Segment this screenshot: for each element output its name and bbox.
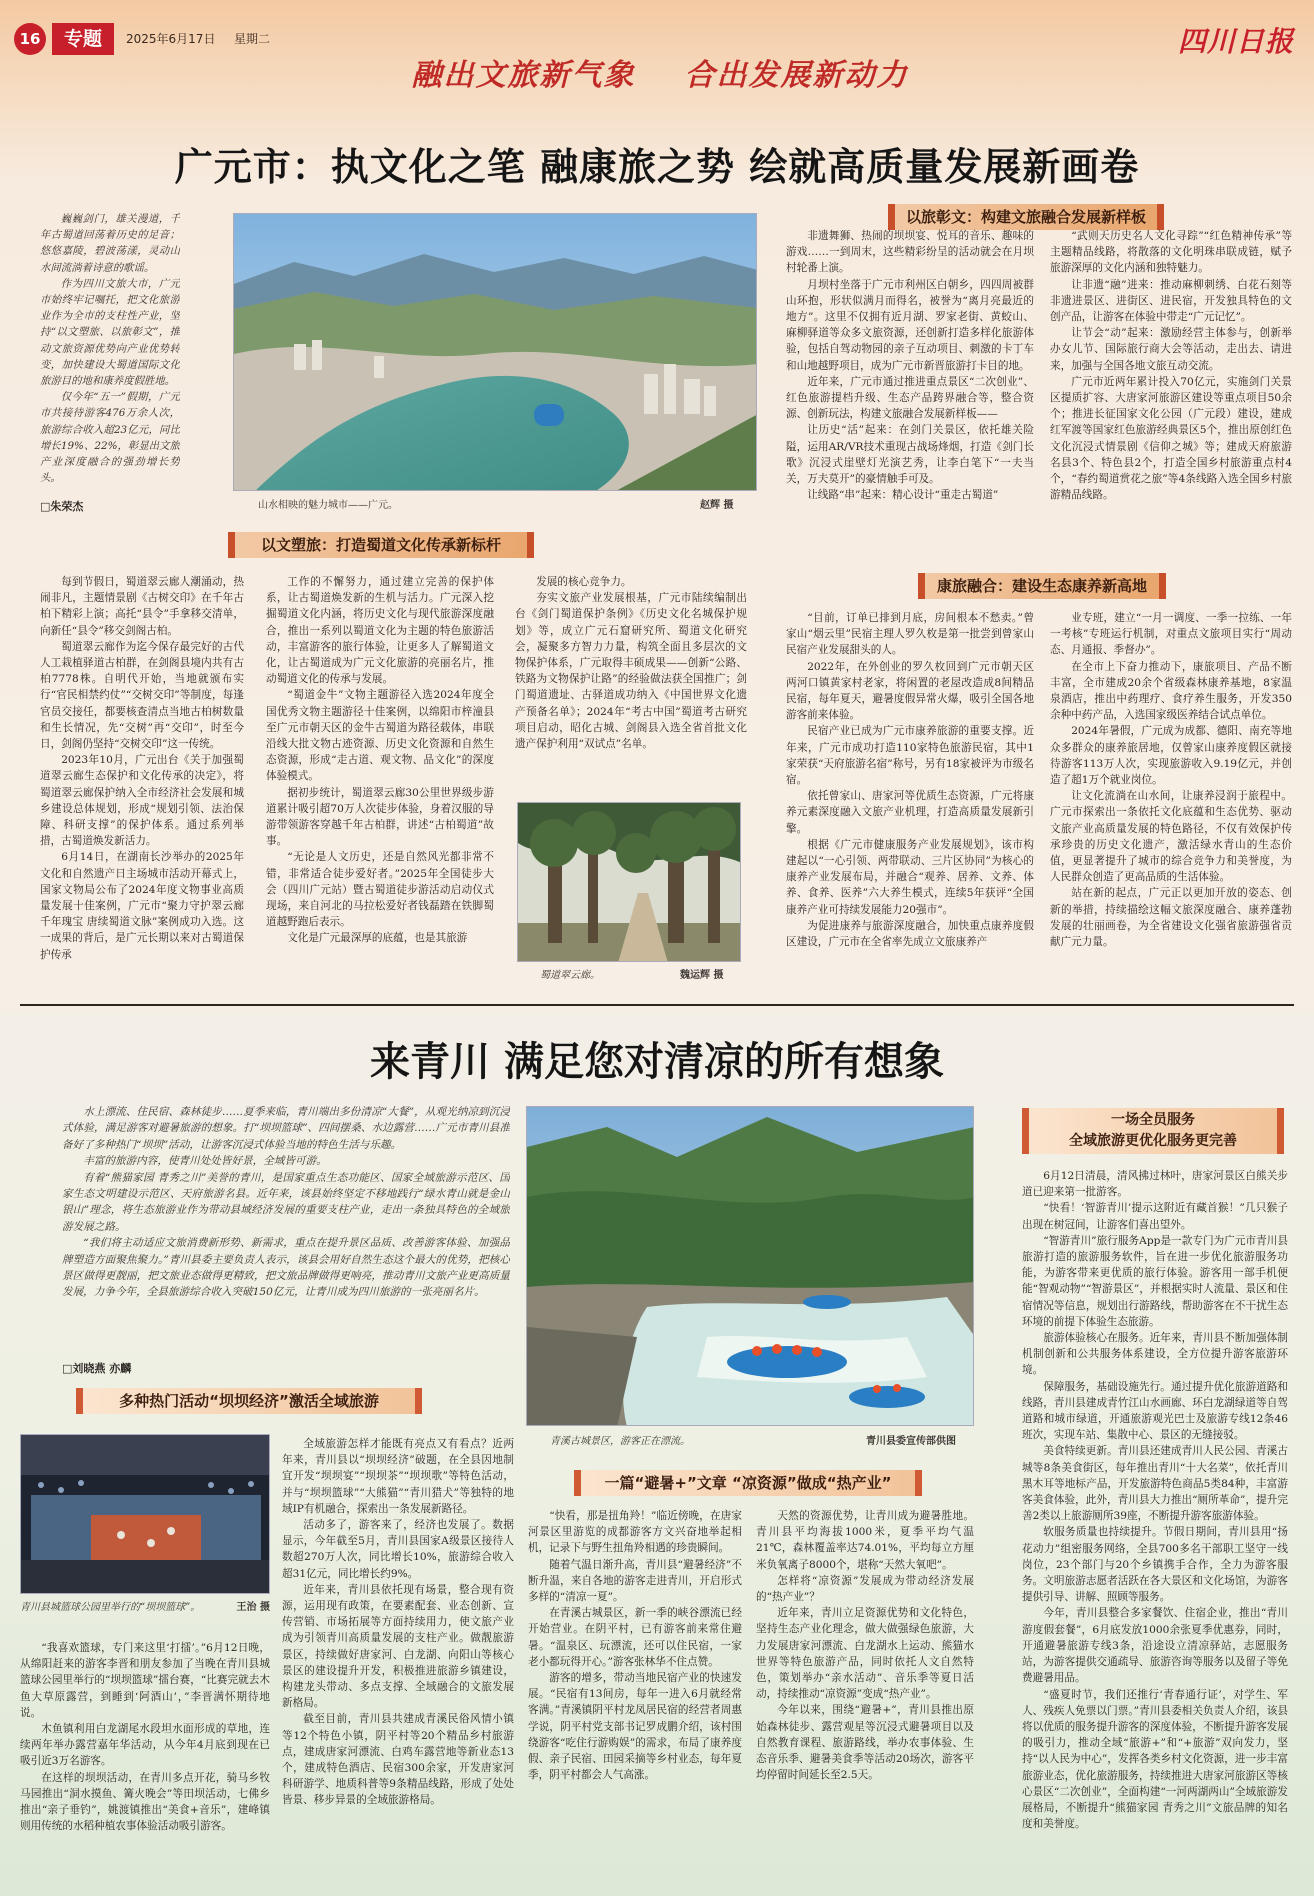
body-paragraph: 木鱼镇利用白龙湖尾水段坦水面形成的草地，连续两年举办露营嘉年华活动，从今年4月底到现在已吸引近3万名游客。 — [20, 1723, 270, 1768]
body-paragraph: 每到节假日，蜀道翠云廊人潮涌动，热闹非凡，主题情景剧《古树交印》在千年古柏下精彩上演；高托“县令”手拿移交清单，向新任“县令”移交剑阁古柏。 — [40, 576, 244, 637]
story1-section3-banner — [918, 573, 1166, 599]
story2-section2-colB — [756, 1508, 974, 1888]
rafting-photo-credit: 青川县委宣传部供图 — [866, 1436, 956, 1447]
body-paragraph: “目前，订单已排到月底，房间根本不愁卖。”曾家山“烟云里”民宿主理人罗久枚是第一批尝到曾家山民宿产业发展甜头的人。 — [786, 612, 1034, 657]
body-paragraph: 蜀道翠云廊作为迄今保存最完好的古代人工栽植驿道古柏群，在剑阁县境内共有古柏7778株。自明代开始，当地就颁布实行“官民相禁约仗”“交树交印”等制度，每逢官员交接任，都要核查清点当地古柏树数量和生长情况，先“交树”再“交印”，时至今日，剑阁仍坚持“交树交印”这一传统。 — [40, 640, 244, 751]
page-number: 16 — [19, 30, 41, 48]
story1-byline: □朱荣杰 — [40, 500, 84, 513]
body-paragraph: “无论是人文历史，还是自然风光都非常不错，非常适合徒步爱好者。”2025年全国徒步大会（四川广元站）暨古蜀道徒步游活动启动仪式现场，来自河北的马拉松爱好者钱磊踏在铁脚蜀道越野跑后表示。 — [266, 851, 494, 929]
body-paragraph: 截至目前，青川县共建成青溪民俗风情小镇等12个特色小镇，阴平村等20个精品乡村旅游点，建成唐家河漂流、白鸡车露营地等新业态13个，建成特色酒店、民宿300余家，开发唐家河科研游学、地质科普等9条精品线路，形成了处处皆景、移步异景的全域旅游格局。 — [282, 1713, 514, 1807]
story2-section1-colA — [20, 1640, 270, 1886]
body-paragraph: 近年来，青川县依托现有场景，整合现有资源，运用现有政策，在要素配套、业态创新、宣传营销、市场拓展等方面持续用力，使文旅产业成为引领青川高质量发展的支柱产业。做靓旅游景区，持续做好唐家河、白龙湖、向阳山等核心景区的建设提升开发，积极推进旅游乡镇建设，构建龙头带动、多点支撑、全域融合的文旅发展新格局。 — [282, 1583, 514, 1710]
city-photo-credit: 赵辉 摄 — [700, 500, 734, 511]
basketball-photo-credit: 王治 摄 — [236, 1602, 270, 1613]
story2-byline: □刘晓燕 亦麟 — [62, 1362, 132, 1375]
slogan-part-2: 合出发展新动力 — [684, 58, 909, 93]
body-paragraph: 全域旅游怎样才能既有亮点又有看点？近两年来，青川县以“坝坝经济”破题，在全县因地制宜开发“坝坝宴”“坝坝茶”“坝坝歌”等特色活动，并与“坝坝篮球”“大熊猫”“青川猎犬”等独特的地域IP有机融合，探索出一条发展新路径。 — [282, 1438, 514, 1515]
story2-lead-paragraph: 有着“熊猫家园 青秀之川”美誉的青川，是国家重点生态功能区、国家全域旅游示范区、国家生态文明建设示范区、天府旅游名县。近年来，该县始终坚定不移地践行“绿水青山就是金山银山”理念，将生态旅游业作为带动县域经济发展的重要支柱产业，走出一条独具特色的全域旅游发展之路。 — [62, 1171, 510, 1233]
body-paragraph: “盛夏时节，我们还推行‘青春通行证’，对学生、军人、残疾人免票以门票。”青川县委相关负责人介绍，该县将以优质的服务提升游客的深度体验，不断提升游客发展的吸引力，推动全域“旅游+”和“+旅游”双向发力，坚持“以人民为中心”，发挥各类乡村文化资源，进一步丰富旅游业态，优化旅游服务，持续推进大唐家河旅游区等核心景区“二次创业”，全面构建“一河两湖两山”全域旅游发展格局，不断提升“熊猫家园 青秀之川”文旅品牌的知名度和美誉度。 — [1022, 1688, 1288, 1831]
body-paragraph: 让节会“动”起来：激励经营主体参与，创新举办女儿节、国际旅行商大会等活动，走出去、请进来，加强与全国各地文旅互动交流。 — [1050, 327, 1292, 372]
story1-section1-col3 — [515, 574, 747, 764]
city-photo-caption: 山水相映的魅力城市——广元。 — [258, 500, 398, 511]
body-paragraph: 近年来，广元市通过推进重点景区“二次创业”、红色旅游提档升级、生态产品跨界融合等，整合资源、创新玩法，构建文旅融合发展新样板—— — [786, 375, 1034, 421]
body-paragraph: 近年来，青川立足资源优势和文化特色，坚持生态产业化理念，做大做强绿色旅游，大力发展唐家河漂流、白龙湖水上运动、熊猫水世界等特色旅游产品，同时依托人文自然特色，策划举办“亲水活动”、音乐季等夏日活动，持续推动“凉资源”变成“热产业”。 — [756, 1607, 974, 1701]
story2-section2-title: 一篇“避暑+”文章 “凉资源”做成“热产业” — [604, 1474, 892, 1492]
body-paragraph: 发展的核心竞争力。 — [536, 576, 632, 588]
body-paragraph: 在青溪古城景区，新一季的峡谷漂流已经开始营业。在阴平村，已有游客前来常住避暑。“温泉区、玩漂流，还可以住民宿，一家老小都玩得开心。”游客张林华不住点赞。 — [528, 1607, 742, 1668]
body-paragraph: 软服务质量也持续提升。节假日期间，青川县用“扬花动力”组密服务网络，全县700多名干部职工坚守一线岗位，23个部门与20个乡镇携手合作，全力为游客服务。文明旅游志愿者活跃在各大景区和文化场馆，为游客提供引导、讲解、照顾等服务。 — [1022, 1526, 1288, 1604]
body-paragraph: 天然的资源优势，让青川成为避暑胜地。青川县平均海拔1000米，夏季平均气温21℃，森林覆盖率达74.01%，平均每立方厘米负氧离子8000个，堪称“天然大氧吧”。 — [756, 1510, 974, 1571]
basketball-image — [21, 1435, 270, 1594]
story1-lead-paragraph: 仅今年“五一”假期，广元市共接待游客476万余人次，旅游综合收入超23亿元，同比增长19%、22%，彰显出文旅产业深度融合的强劲增长势头。 — [40, 391, 180, 485]
cuiyunlang-forest-photo — [517, 802, 741, 962]
issue-date: 2025年6月17日 — [126, 32, 216, 46]
story1-section3-title: 康旅融合：建设生态康养新高地 — [936, 577, 1147, 595]
story2-section1-title: 多种热门活动“坝坝经济”激活全域旅游 — [119, 1392, 379, 1410]
story1-section3-col1 — [786, 610, 1034, 996]
rafting-image — [527, 1107, 974, 1426]
story1-section1-title: 以文塑旅：打造蜀道文化传承新标杆 — [260, 536, 501, 554]
body-paragraph: 让历史“活”起来：在剑门关景区，依托雄关险隘，运用AR/VR技术重现古战场烽烟，打造《剑门长歌》沉浸式崖壁灯光演艺秀，让李白笔下“一夫当关，万夫莫开”的豪情触手可及。 — [786, 424, 1034, 486]
body-paragraph: 保障服务，基础设施先行。通过提升优化旅游道路和线路，青川县建成青竹江山水画廊、环白龙湖绿道等自驾道路和城市绿道，开通旅游观光巴士及旅游专线12条46班次，实现车站、集散中心、景区的无缝接驳。 — [1022, 1380, 1288, 1442]
rafting-photo-caption: 青溪古城景区，游客正在漂流。 — [550, 1436, 690, 1447]
story1-lead-paragraph: 巍巍剑门，雄关漫道，千年古蜀道回荡着历史的足音；悠悠嘉陵，碧波荡漾，灵动山水间流淌着诗意的歌谣。 — [40, 213, 180, 274]
story1-lead — [40, 211, 180, 486]
story2-section1-banner — [76, 1388, 422, 1414]
story-divider — [20, 1004, 1294, 1006]
body-paragraph: 广元市近两年累计投入70亿元，实施剑门关景区提质扩容、大唐家河旅游区建设等重点项目50余个；推进长征国家文化公园（广元段）建设，建成红军渡等国家红色旅游经典景区5个，推出原创红色文化沉浸式情景剧《信仰之城》等；建成天府旅游名县3个、特色县2个，打造全国乡村旅游重点村4个，“春约蜀道赏花之旅”等4条线路入选全国乡村旅游精品线路。 — [1050, 375, 1292, 502]
issue-weekday: 星期二 — [234, 32, 271, 46]
body-paragraph: 2024年暑假，广元成为成都、德阳、南充等地众多群众的康养旅居地，仅曾家山康养度假区就接待游客113万人次，实现旅游收入9.19亿元，并创造了超1万个就业岗位。 — [1050, 725, 1292, 787]
body-paragraph: “智游青川”旅行服务App是一款专门为广元市青川县旅游打造的旅游服务软件，旨在进一步优化旅游服务功能，为游客带来更优质的旅行体验。游客用一部手机便能“智观动物”“智游景区”，并根据实时人流量、景区和住宿情况等信息，规划出行游路线，帮助游客在不干扰生态环境的前提下体验生态旅游。 — [1022, 1234, 1288, 1328]
body-paragraph: 活动多了，游客来了，经济也发展了。数据显示，今年截至5月，青川县国家A级景区接待人数超270万人次，同比增长10%，旅游综合收入超31亿元，同比增长约9%。 — [282, 1519, 514, 1580]
basketball-photo-caption — [20, 1600, 270, 1615]
story2-section1-colB — [282, 1436, 514, 1888]
story1-section1-col2 — [266, 574, 494, 994]
story1-lead-paragraph: 作为四川文旅大市，广元市始终牢记嘱托，把文化旅游业作为全市的支柱性产业，坚持“以文塑旅、以旅彰文”，推动文旅资源优势向产业优势转变，加快建设大蜀道国际文化旅游目的地和康养度假胜地。 — [40, 277, 180, 388]
story1-headline: 广元市：执文化之笔 融康旅之势 绘就高质量发展新画卷 — [174, 145, 1140, 189]
forest-photo-credit: 魏运辉 摄 — [680, 970, 724, 981]
body-paragraph: 怎样将“凉资源”发展成为带动经济发展的“热产业”？ — [756, 1574, 974, 1604]
body-paragraph: 随着气温日渐升高，青川县“避暑经济”不断升温，来自各地的游客走进青川，开启形式多样的“清凉一夏”。 — [528, 1558, 742, 1604]
basketball-photo — [20, 1434, 270, 1594]
body-paragraph: 工作的不懈努力，通过建立完善的保护体系，让古蜀道焕发新的生机与活力。广元深入挖掘蜀道文化内涵，将历史文化与现代旅游深度融合，推出一系列以蜀道文化为主题的特色旅游活动，丰富游客的旅行体验，让更多人了解蜀道文化，让古蜀道成为广元文化旅游的亮丽名片，推动蜀道文化的传承与发展。 — [266, 576, 494, 686]
story2-section3-title-line2: 全域旅游更优化服务更完善 — [1069, 1133, 1237, 1149]
section-badge — [52, 23, 114, 55]
body-paragraph: 让文化流淌在山水间，让康养浸润于旅程中。广元市探索出一条依托文化底蕴和生态优势、驱动文旅产业高质量发展的特色路径，不仅有效保护传承珍贵的历史文化遗产，激活绿水青山的生态价值，更显著提升了城市的综合竞争力和美誉度，为人民群众创造了更高品质的生活体验。 — [1050, 790, 1292, 884]
body-paragraph: “武则天历史名人文化寻踪”“红色精神传承”等主题精品线路，将散落的文化明珠串联成链，赋予旅游深厚的文化内涵和独特魅力。 — [1050, 230, 1292, 275]
body-paragraph: 游客的增多，带动当地民宿产业的快速发展。“民宿有13间房，每年一进入6月就经常客满。”青溪镇阴平村龙凤居民宿的经营者周惠学说，阴平村党支部书记罗成鹏介绍，该村围绕游客“吃住行游购娱”的需求，布局了康养度假、亲子民宿、田园采摘等乡村业态，每年夏季，阴平村都会人气高涨。 — [528, 1672, 742, 1782]
body-paragraph: 在这样的坝坝活动，在青川多点开花，骑马乡牧马园推出“洞水摸鱼、篝火晚会”等田坝活动，七佛乡推出“亲子垂钓”，姚渡镇推出“美食+音乐”，建峰镇则用传统的水稻种植农事体验活动吸引游客。 — [20, 1771, 270, 1833]
body-paragraph: 6月14日，在湖南长沙举办的2025年文化和自然遗产日主场城市活动开幕式上，国家文物局公布了2024年度文物事业高质量发展十佳案例，广元市“聚力守护翠云廊千年瑰宝 唐续蜀道文脉”案例成功入选。这一成果的背后，是广元长期以来对古蜀道保护传承 — [40, 851, 244, 961]
body-paragraph: 民宿产业已成为广元市康养旅游的重要支撑。近年来，广元市成功打造110家特色旅游民宿，其中1家荣获“天府旅游名宿”称号，另有18家被评为市级名宿。 — [786, 725, 1034, 787]
body-paragraph: 文化是广元最深厚的底蕴，也是其旅游 — [287, 932, 468, 945]
masthead-logo: 四川日报 — [1177, 25, 1294, 58]
page-number-badge — [14, 23, 46, 55]
body-paragraph: 2023年10月，广元出台《关于加强蜀道翠云廊生态保护和文化传承的决定》，将蜀道翠云廊保护纳入全市经济社会发展和城乡建设总体规划，形成“规划引领、法治保障、科研支撑”的保护体系。通过系列举措，古蜀道焕发新活力。 — [40, 754, 244, 848]
story1-section2-title: 以旅彰文：构建文旅融合发展新样板 — [905, 208, 1146, 226]
story1-section2-banner — [888, 204, 1164, 230]
body-paragraph: 旅游体验核心在服务。近年来，青川县不断加强体制机制创新和公共服务体系建设，全方位提升游客旅游环境。 — [1022, 1332, 1288, 1377]
section-label: 专题 — [63, 28, 102, 50]
body-paragraph: 今年以来，围绕“避暑+”，青川县推出原始森林徒步、露营观星等沉浸式避暑项目以及自然教育课程、旅游路线，举办农事体验、生态音乐季、避暑美食季等活动20场次，游客平均停留时间延长至2.5天。 — [756, 1704, 974, 1782]
body-paragraph: “快看！‘智游青川’提示这附近有藏首猴！”几只猴子出现在树冠间，让游客们喜出望外。 — [1022, 1202, 1288, 1231]
city-panorama-photo — [233, 213, 757, 491]
body-paragraph: 今年，青川县整合多家餐饮、住宿企业，推出“青川游度假套餐”，6月底发放1000余张夏季优惠券，同时，开通避暑旅游专线3条，沿途设立清凉驿站，志愿服务站，为游客提供交通疏导、旅游咨询等服务以及留子等免费避暑用品。 — [1022, 1607, 1288, 1685]
forest-image — [518, 803, 741, 962]
city-panorama-image — [234, 214, 757, 491]
story2-section3-col — [1022, 1168, 1288, 1888]
story2-lead-paragraph: 丰富的旅游内容，使青川处处皆好景，全域皆可游。 — [83, 1155, 327, 1168]
body-paragraph: “快看，那是扭角羚！”临近傍晚，在唐家河景区里游览的成都游客方文兴奋地举起相机，记录下与野生扭角羚相遇的珍贵瞬间。 — [528, 1510, 742, 1555]
body-paragraph: 站在新的起点，广元正以更加开放的姿态、创新的举措，持续描绘这幅文旅深度融合、康养蓬勃发展的壮丽画卷，为全省建设文化强省旅游强省贡献广元力量。 — [1050, 887, 1292, 949]
story1-section1-banner — [228, 532, 534, 558]
body-paragraph: 6月12日清晨，清风拂过林叶，唐家河景区白熊关步道已迎来第一批游客。 — [1022, 1170, 1288, 1199]
body-paragraph: 月坝村坐落于广元市利州区白朝乡，四四周被群山环抱，形状似满月而得名，被誉为“离月亮最近的地方”。这里不仅拥有近月湖、罗家老街、黄蛟山、麻柳驿道等众多文旅资源，还创新打造多样化旅游体验，包括自驾动物园的亲子互动项目、刺激的卡丁车和山地越野项目，成为广元市新晋旅游打卡目的地。 — [786, 278, 1034, 372]
basketball-caption-text: 青川县城篮球公园里举行的“坝坝篮球”。 — [20, 1602, 201, 1613]
story2-section3-banner — [1022, 1108, 1284, 1154]
body-paragraph: 为促进康养与旅游深度融合，加快重点康养度假区建设，广元市在全省率先成立文旅康养产 — [786, 919, 1034, 949]
body-paragraph: “蜀道金牛”文物主题游径入选2024年度全国优秀文物主题游径十佳案例，以绵阳市梓潼县至广元市朝天区的金牛古蜀道为路径载体，串联沿线大批文物古迹资源、历史文化资源和自然生态资源，形成“走古道、观文物、品文化”的深度体验模式。 — [266, 689, 494, 783]
slogan-banner — [380, 50, 940, 102]
body-paragraph: 2022年，在外创业的罗久枚回到广元市朝天区两河口镇黄家村老家，将闲置的老屋改造成8间精品民宿，每年夏天，避暑度假异常火爆，吸引全国各地游客前来体验。 — [786, 660, 1034, 722]
body-paragraph: 业专班，建立“一月一调度、一季一拉练、一年一考核”专班运行机制，对重点文旅项目实行“周动态、月通报、季督办”。 — [1050, 612, 1292, 657]
body-paragraph: 据初步统计，蜀道翠云廊30公里世界级步游道累计吸引超70万人次徒步体验，身着汉服的导游带领游客穿越千年古柏群，讲述“古柏蜀道”故事。 — [266, 786, 494, 848]
story1-section3-col2 — [1050, 610, 1292, 996]
body-paragraph: 夯实文旅产业发展根基，广元市陆续编制出台《剑门蜀道保护条例》《历史文化名城保护规划》等，成立广元石窟研究所、蜀道文化研究会，凝聚多方智力力量，构筑全面且多层次的文物保护体系，广元取得丰硕成果——创新“公路、铁路为文物保护让路”的经验做法获全国推广；剑门蜀道遗址、古驿道成功纳入《中国世界文化遗产预备名单》；2024年“考古中国”蜀道考古研究项目启动，昭化古城、剑阁县入选全省首批文化遗产保护利用“双试点”名单。 — [515, 592, 747, 751]
body-paragraph: 根据《广元市健康服务产业发展规划》，该市构建起以“一心引领、两带联动、三片区协同”为核心的康养产业发展布局，并融合“观养、居养、文养、体养、食养、医养”六大养生模式，连续5年获评“全国康养产业可持续发展能力20强市”。 — [786, 838, 1034, 916]
body-paragraph: 美食特续更新。青川县还建成青川人民公园、青溪古城等8条美食街区，每年推出青川“十大名菜”，依托青川黑木耳等地标产品，开发旅游特色商品5类84种，丰富游客美食体验，此外，青川县大力推出“厕所革命”，提升完善2类以上旅游厕所39座，不断提升游客旅游体验。 — [1022, 1445, 1288, 1523]
story1-section2-col1 — [786, 228, 1034, 558]
rafting-photo — [526, 1106, 974, 1426]
body-paragraph: 依托曾家山、唐家河等优质生态资源，广元将康养元素深度融入文旅产业机理，打造高质量发展新引擎。 — [786, 790, 1034, 835]
story2-lead-paragraph: “我们将主动适应文旅消费新形势、新需求，重点在提升景区品质、改善游客体验、加强品牌塑造方面聚焦聚力。”青川县委主要负责人表示，该县会用好自然生态这个最大的优势，把核心景区做得更靓丽，把文旅业态做得更精致，把文旅品牌做得更响亮，推动青川文旅产业更高质量发展，力争今年，全县旅游综合收入突破150亿元，让青川成为四川旅游的一张亮丽名片。 — [62, 1237, 510, 1299]
body-paragraph: “我喜欢篮球，专门来这里‘打擂’。”6月12日晚，从绵阳赶来的游客李晋和朋友参加了当晚在青川县城篮球公园里举行的“坝坝篮球”擂台赛，“比赛完就去木鱼大草原露营，到睡到‘阿酒山’，”李晋满怀期待地说。 — [20, 1642, 270, 1719]
body-paragraph: 让非遗“融”进来：推动麻柳刺绣、白花石刻等非遗进景区、进街区、进民宿，开发独具特色的文创产品，让游客在体验中带走“广元记忆”。 — [1050, 278, 1292, 324]
story2-section2-banner — [574, 1470, 922, 1496]
story2-section2-colA — [528, 1508, 742, 1888]
body-paragraph: 非遗舞狮、热闹的坝坝宴、悦耳的音乐、趣味的游戏……一到周末，这些精彩纷呈的活动就会在月坝村轮番上演。 — [786, 230, 1034, 275]
body-paragraph: 让线路“串”起来：精心设计“重走古蜀道” — [807, 489, 999, 502]
forest-photo-caption: 蜀道翠云廊。 — [540, 970, 600, 981]
body-paragraph: 在全市上下奋力推动下，康旅项目、产品不断丰富，全市建成20余个省级森林康养基地，8家温泉酒店，推出中药理疗、食疗养生服务，开发350余种中药产品，入选国家级医养结合试点单位。 — [1050, 660, 1292, 722]
slogan-part-1: 融出文旅新气象 — [411, 58, 636, 93]
story1-section1-col1 — [40, 574, 244, 994]
story2-lead — [62, 1104, 510, 1356]
story2-lead-paragraph: 水上漂流、住民宿、森林徒步……夏季来临，青川端出多份清凉“大餐”，从观光纳凉到沉浸式体验，满足游客对避暑旅游的想象。打“坝坝篮球”、四间摆桑、水边露营……广元市青川县准备好了多种热门“坝坝”活动，让游客沉浸式体验当地的特色生活与乐趣。 — [62, 1106, 510, 1151]
story1-section2-col2 — [1050, 228, 1292, 558]
story2-section3-title-line1: 一场全员服务 — [1111, 1112, 1195, 1128]
story2-headline: 来青川 满足您对清凉的所有想象 — [370, 1039, 944, 1085]
